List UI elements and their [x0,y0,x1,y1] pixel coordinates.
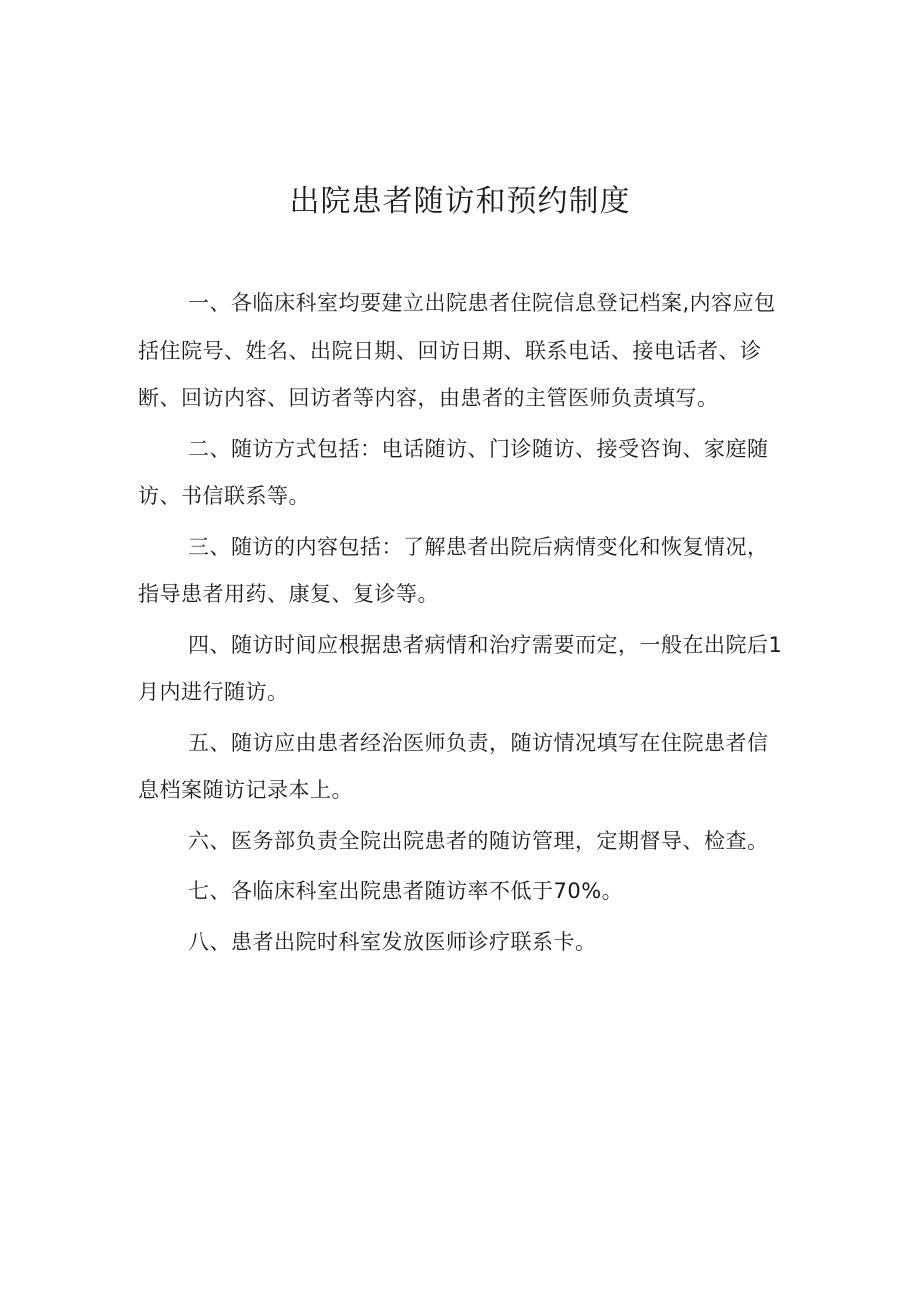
paragraph-5: 五、随访应由患者经治医师负责，随访情况填写在住院患者信息档案随访记录本上。 [138,730,769,802]
paragraph-7: 七、各临床科室出院患者随访率不低于70%。 [188,879,624,903]
paragraph-3: 三、随访的内容包括：了解患者出院后病情变化和恢复情况，指导患者用药、康复、复诊等。 [138,534,769,606]
paragraph-1: 一、各临床科室均要建立出院患者住院信息登记档案,内容应包括住院号、姓名、出院日期、回访日期、联系电话、接电话者、诊断、回访内容、回访者等内容，由患者的主管医师负责填写。 [138,291,776,410]
document-body [138,280,788,969]
paragraph-4: 四、随访时间应根据患者病情和治疗需要而定，一般在出院后1月内进行随访。 [138,632,783,704]
document-title: 出院患者随访和预约制度 [289,184,631,219]
paragraph-6: 六、医务部负责全院出院患者的随访管理，定期督导、检查。 [188,828,769,853]
paragraph-8: 八、患者出院时科室发放医师诊疗联系卡。 [188,929,597,954]
paragraph-2: 二、随访方式包括：电话随访、门诊随访、接受咨询、家庭随访、书信联系等。 [138,436,769,508]
